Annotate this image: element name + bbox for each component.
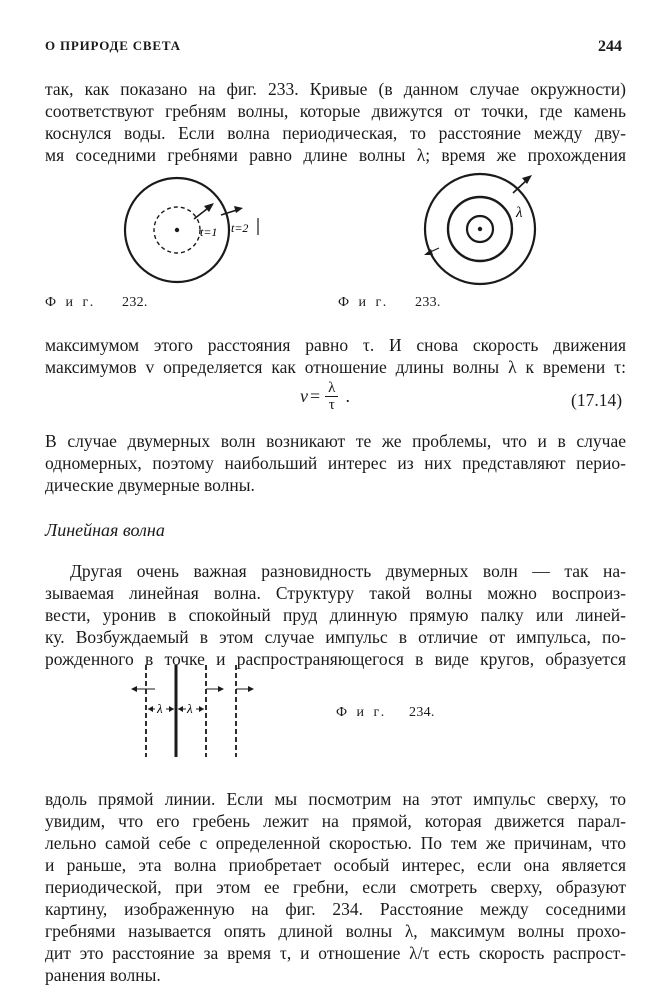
caption-number: 232. [122,295,148,310]
text-line: мя соседними гребнями равно длине волны λ; время же прохождения [45,145,626,165]
arrow-head-right-2 [248,686,254,692]
running-header-title: О ПРИРОДЕ СВЕТА [45,38,181,53]
arrow-head-left [131,686,137,692]
figure-233 [415,168,547,294]
equation-trail: . [345,386,350,406]
paragraph-5 [45,788,626,986]
equation-denominator: τ [328,397,335,413]
caption-word: Ф и г. [336,705,388,720]
arrow-head-right-1 [218,686,224,692]
equation-17-14 [300,380,350,413]
text-line: рожденного в точке и распространяющегося в виде кругов, образуется [45,649,626,669]
equation-number: (17.14) [571,390,623,410]
paragraph-1 [45,78,626,166]
text-line: ку. Возбуждаемый в этом случае импульс в отличие от импульса, по- [45,627,626,647]
paragraph-3 [45,430,626,496]
text-line: В случае двумерных волн возникают те же проблемы, что и в случае [45,431,626,451]
arrow-head-t2 [234,206,243,213]
text-line: вести, уронив в спокойный пруд длинную прямую палку или линей- [45,605,626,625]
text-line: и раньше, эта волна приобретает особый интерес, если она является [45,855,626,875]
text-line: максимумом этого расстояния равно τ. И снова скорость движения [45,335,626,355]
caption-word: Ф и г. [45,295,97,310]
text-line: одномерных, поэтому наибольший интерес из них представляют перио- [45,453,626,473]
caption-number: 233. [415,295,441,310]
lambda-label-2: λ [187,701,193,716]
figure-234 [125,660,265,760]
text-line: вдоль прямой линии. Если мы посмотрим на этот импульс сверху, то [45,789,626,809]
equation-lhs: v [300,386,308,406]
source-point [175,228,179,232]
figure-232 [120,175,260,290]
text-line: картину, изображенную на фиг. 234. Расстояние между соседними [45,899,626,919]
paragraph-4 [45,560,626,670]
paragraph-2 [45,334,626,378]
figure-233-caption [338,295,441,311]
caption-number: 234. [409,705,435,720]
label-t2: t=2 [231,221,249,235]
equation-numerator: λ [325,380,338,397]
section-title: Линейная волна [45,520,165,540]
text-line: лельно самой себе с определенной скоростью. По тем же причинам, что [45,833,626,853]
text-line: так, как показано на фиг. 233. Кривые (в данном случае окружности) [45,79,626,99]
text-line: зываемая линейная волна. Структуру такой волны можно воспроиз- [45,583,626,603]
source-point [478,227,482,231]
text-line: периодической, при этом ее гребни, если смотреть сверху, образуют [45,877,626,897]
caption-word: Ф и г. [338,295,390,310]
text-line: Другая очень важная разновидность двумерных волн — так на- [70,561,626,581]
text-line: дические двумерные волны. [45,475,255,495]
figure-232-caption [45,295,148,311]
label-t1: t=1 [200,225,218,239]
label-lambda: λ [516,205,523,221]
text-line: дит это расстояние за время τ, и отношение λ/τ есть скорость распрост- [45,943,626,963]
text-line: коснулся воды. Если волна периодическая, то расстояние между дву- [45,123,626,143]
equation-fraction [325,380,338,413]
text-line: соответствуют гребням волны, которые движутся от точки, где камень [45,101,626,121]
equation-equals: = [310,386,321,406]
page-number: 244 [598,38,622,55]
lambda-label-1: λ [157,701,163,716]
text-line: гребнями называется опять длиной волны λ, максимум волны прохо- [45,921,626,941]
text-line: увидим, что его гребень лежит на прямой, которая движется парал- [45,811,626,831]
text-line: ранения волны. [45,965,161,985]
text-line: максимумов v определяется как отношение длины волны λ к времени τ: [45,357,626,377]
figure-234-caption [336,705,435,721]
